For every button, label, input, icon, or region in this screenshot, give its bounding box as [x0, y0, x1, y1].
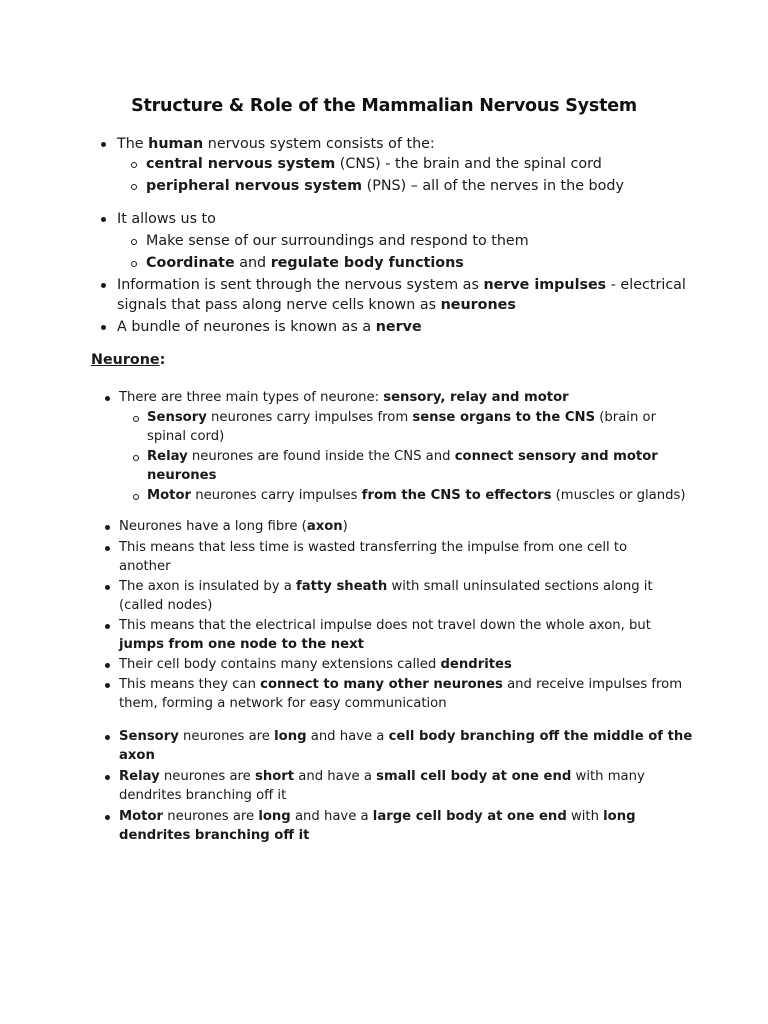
text-run: Relay [147, 449, 188, 464]
text-run: and receive impulses from [502, 677, 683, 692]
text-run: large cell body at one end [372, 809, 567, 824]
text-run: with [566, 809, 604, 824]
list-item [119, 517, 348, 537]
text-run: long [603, 809, 636, 824]
bullet-dot [101, 325, 106, 330]
bullet-dot [105, 815, 110, 820]
text-run: with many [571, 769, 645, 784]
text-run: (PNS) – all of the nerves in the body [362, 178, 624, 194]
text-run: with small uninsulated sections along it [387, 579, 653, 594]
text-run: central nervous system [146, 156, 336, 172]
sub-list-item [146, 253, 464, 273]
list-item-continuation: axon [119, 748, 155, 763]
section-heading-text: Neurone [91, 352, 160, 368]
text-run: The axon is insulated by a [119, 579, 297, 594]
bullet-dot [105, 735, 110, 740]
text-run: and have a [290, 809, 373, 824]
text-run: and [234, 255, 271, 271]
list-item [119, 675, 682, 695]
text-run: neurones are found inside the CNS and [187, 449, 455, 464]
list-item-continuation: jumps from one node to the next [119, 637, 364, 652]
list-item [117, 134, 435, 154]
list-item-continuation: dendrites branching off it [119, 828, 310, 843]
text-run: neurones [440, 297, 516, 313]
list-item: This means that the electrical impulse does not travel down the whole axon, but [119, 618, 651, 633]
list-item-continuation: them, forming a network for easy communication [119, 696, 447, 711]
text-run: neurones are [159, 769, 255, 784]
text-run: Sensory [119, 729, 179, 744]
sub-list-item [146, 176, 624, 196]
sub-list-item [146, 154, 602, 174]
sub-bullet-circle [133, 416, 139, 422]
text-run: Coordinate [146, 255, 235, 271]
text-run: small cell body at one end [376, 769, 572, 784]
text-run: nerve [375, 319, 422, 335]
list-item [119, 767, 645, 787]
sub-bullet-circle [133, 455, 139, 461]
text-run: fatty sheath [296, 579, 388, 594]
text-run: connect to many other neurones [260, 677, 503, 692]
text-run: There are three main types of neurone: [119, 390, 384, 405]
list-item [119, 388, 569, 408]
text-run: from the CNS to effectors [361, 488, 552, 503]
text-run: Neurones have a long fibre ( [119, 519, 307, 534]
text-run: neurones are [178, 729, 275, 744]
list-item-continuation: (called nodes) [119, 598, 213, 613]
text-run: neurones carry impulses [191, 488, 362, 503]
text-run: Relay [119, 769, 160, 784]
bullet-dot [105, 775, 110, 780]
text-run: This means they can [119, 677, 261, 692]
text-run: and have a [306, 729, 389, 744]
text-run: human [148, 136, 204, 152]
text-run: neurones are [163, 809, 259, 824]
text-run: neurones carry impulses from [206, 410, 413, 425]
bullet-dot [101, 283, 106, 288]
text-run: peripheral nervous system [146, 178, 363, 194]
bullet-dot [105, 546, 110, 551]
text-run: axon [306, 519, 343, 534]
text-run: dendrites [440, 657, 512, 672]
page-title: Structure & Role of the Mammalian Nervous System [131, 96, 637, 116]
list-item: This means that less time is wasted transferring the impulse from one cell to [119, 540, 628, 555]
text-run: long [274, 729, 307, 744]
bullet-dot [105, 663, 110, 668]
bullet-dot [105, 624, 110, 629]
text-run: Information is sent through the nervous system as [117, 277, 484, 293]
text-run: cell body branching off the middle of the [388, 729, 693, 744]
text-run: Their cell body contains many extensions called [119, 657, 441, 672]
sub-list-item [147, 447, 658, 467]
list-item [119, 655, 512, 675]
sub-bullet-circle [133, 494, 139, 500]
sub-bullet-circle [131, 162, 137, 168]
bullet-dot [101, 142, 106, 147]
bullet-dot [101, 217, 106, 222]
list-item [117, 317, 422, 337]
text-run: sensory, relay and motor [383, 390, 569, 405]
text-run: ) [342, 519, 348, 534]
section-heading [91, 350, 165, 370]
list-item: It allows us to [117, 211, 216, 227]
text-run: Motor [147, 488, 192, 503]
text-run: connect sensory and motor [454, 449, 658, 464]
text-run: Motor [119, 809, 164, 824]
text-run: regulate body functions [270, 255, 464, 271]
sub-list-item: Make sense of our surroundings and respond to them [146, 233, 529, 249]
bullet-dot [105, 585, 110, 590]
text-run: Sensory [147, 410, 207, 425]
bullet-dot [105, 683, 110, 688]
list-item [119, 577, 653, 597]
text-run: sense organs to the CNS [412, 410, 596, 425]
text-run: The [117, 136, 149, 152]
bullet-dot [105, 525, 110, 530]
text-run: (brain or [595, 410, 656, 425]
sub-list-item [147, 486, 686, 506]
text-run: (muscles or glands) [551, 488, 686, 503]
text-run: and have a [294, 769, 377, 784]
sub-bullet-circle [131, 184, 137, 190]
section-heading-colon: : [159, 352, 166, 368]
text-run: signals that pass along nerve cells known as [117, 297, 441, 313]
list-item [119, 727, 692, 747]
text-run: nerve impulses [483, 277, 607, 293]
bullet-dot [105, 396, 110, 401]
sub-list-item-continuation: spinal cord) [147, 429, 225, 444]
sub-bullet-circle [131, 239, 137, 245]
list-item-continuation: another [119, 559, 171, 574]
text-run: A bundle of neurones is known as a [117, 319, 376, 335]
list-item-continuation: dendrites branching off it [119, 788, 287, 803]
text-run: long [258, 809, 291, 824]
text-run: (CNS) - the brain and the spinal cord [335, 156, 602, 172]
sub-list-item-continuation: neurones [147, 468, 217, 483]
sub-bullet-circle [131, 261, 137, 267]
sub-list-item [147, 408, 656, 428]
text-run: nervous system consists of the: [203, 136, 435, 152]
text-run: short [255, 769, 295, 784]
list-item [119, 807, 636, 827]
list-item-continuation [117, 295, 516, 315]
text-run: - electrical [606, 277, 686, 293]
list-item [117, 275, 686, 295]
